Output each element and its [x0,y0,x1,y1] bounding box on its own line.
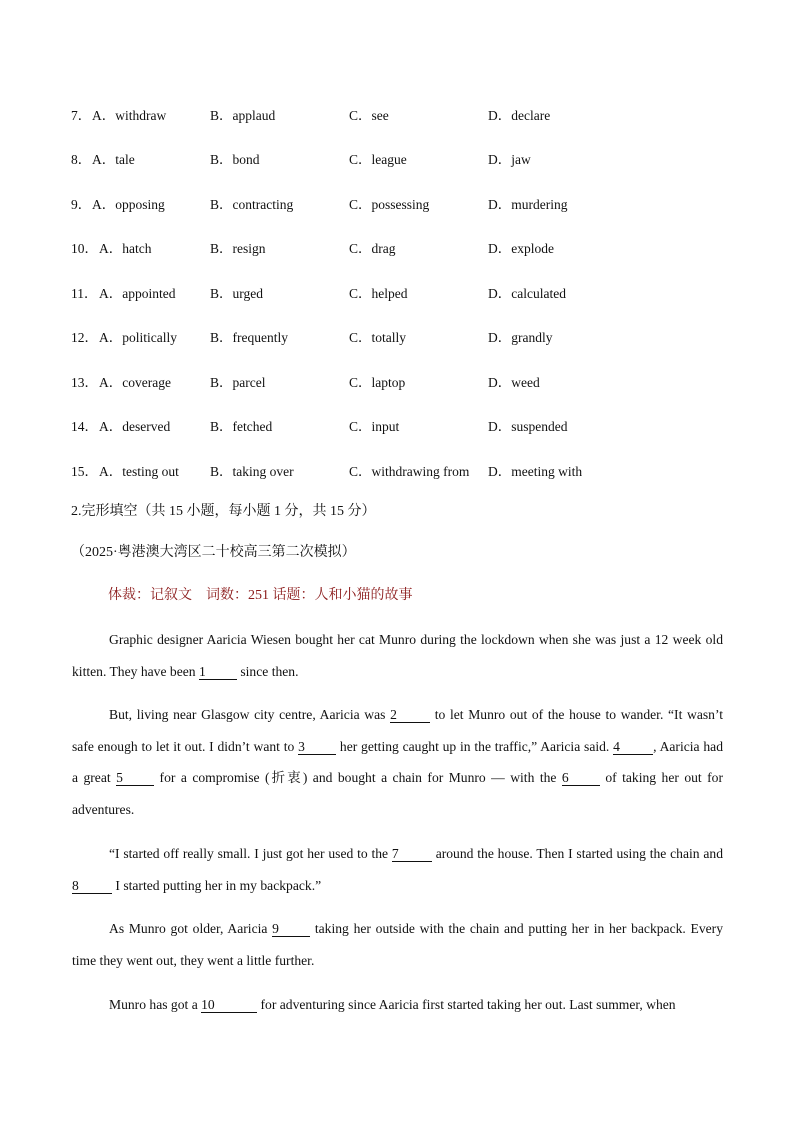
question-row [71,371,731,391]
option-d: D．meeting with [488,464,583,479]
question-row [71,415,731,435]
option-d: D．declare [488,108,551,123]
option-b: B．urged [210,286,263,301]
blank-9: 9 [272,922,310,937]
question-row [71,193,731,213]
option-b: B．taking over [210,464,294,479]
option-d: D．suspended [488,419,568,434]
blank-2: 2 [390,708,430,723]
question-row [71,282,731,302]
option-b: B．applaud [210,108,276,123]
question-row [71,326,731,346]
text: , Aaricia had a great [72,738,723,785]
text: But, living near Glasgow city centre, Aaricia was [109,707,391,722]
blank-8: 8 [72,879,112,894]
text: “I started off really small. I just got her used to the [109,846,392,861]
blank-10: 10 [201,998,257,1013]
option-a: A．hatch [99,241,152,256]
text: Munro has got a [109,997,202,1012]
text: her getting caught up in the traffic,” Aaricia said. [336,738,614,754]
option-b: B．resign [210,241,266,256]
blank-7: 7 [392,847,432,862]
text: for adventuring since Aaricia first started taking her out. Last summer, when [257,997,676,1012]
text: around the house. Then I started using the chain and [431,846,724,861]
option-c: C．possessing [349,197,430,212]
question-number: 9． [71,197,92,212]
exam-source: （2025·粤港澳大湾区二十校高三第二次模拟） [71,545,356,560]
question-row [71,104,731,124]
option-d: D．weed [488,375,540,390]
option-a: A．opposing [92,197,165,212]
question-number: 13． [71,375,98,390]
option-c: C．drag [349,241,396,256]
question-row [71,460,731,480]
option-a: A．deserved [99,419,171,434]
blank-6: 6 [562,771,600,786]
text: taking her outside with the chain and putting her in her backpack. Every time they went out, they went a little further. [72,921,723,968]
option-a: A．coverage [99,375,171,390]
option-d: D．murdering [488,197,568,212]
option-a: A．tale [92,152,135,167]
option-b: B．bond [210,152,260,167]
option-c: C．totally [349,330,406,345]
option-b: B．contracting [210,197,294,212]
text: I started putting her in my backpack.” [112,877,322,893]
question-number: 12． [71,330,98,345]
passage-paragraph-2 [72,699,723,825]
question-row [71,148,731,168]
option-d: D．jaw [488,152,531,167]
passage-paragraph-5 [72,989,723,1021]
text: to let Munro out of the house to wander. “It wasn’t safe enough to let it out. I didn’t want to [72,707,723,754]
option-a: A．withdraw [92,108,167,123]
option-c: C．league [349,152,407,167]
text: Graphic designer Aaricia Wiesen bought her cat Munro during the lockdown when she was just a 12 week old kitten. They have been [72,632,723,679]
option-c: C．input [349,419,400,434]
question-number: 8． [71,152,92,167]
question-number: 15． [71,464,98,479]
question-number: 14． [71,419,98,434]
option-c: C．withdrawing from [349,464,470,479]
text: As Munro got older, Aaricia [109,921,273,936]
text: of taking her out for adventures. [72,770,723,817]
option-b: B．fetched [210,419,273,434]
question-number: 10． [71,241,98,256]
text: since then. [236,663,299,679]
passage-paragraph-3 [72,838,723,901]
option-d: D．explode [488,241,554,256]
question-row [71,237,731,257]
option-a: A．testing out [99,464,179,479]
option-a: A．politically [99,330,177,345]
text: for a compromise (折衷) and bought a chain for Munro — with the [154,770,562,785]
blank-3: 3 [298,740,336,755]
question-number: 11． [71,286,98,301]
option-b: B．frequently [210,330,288,345]
section-title: 2.完形填空（共 15 小题，每小题 1 分，共 15 分） [71,504,376,519]
blank-1: 1 [199,665,237,680]
blank-5: 5 [116,771,154,786]
option-c: C．helped [349,286,408,301]
option-c: C．see [349,108,389,123]
question-number: 7． [71,108,92,123]
option-a: A．appointed [99,286,176,301]
option-c: C．laptop [349,375,406,390]
passage-paragraph-1 [72,624,723,687]
option-d: D．calculated [488,286,566,301]
passage-paragraph-4 [72,913,723,976]
passage-info: 体裁：记叙文 词数：251 话题：人和小猫的故事 [108,588,413,603]
blank-4: 4 [613,740,653,755]
option-d: D．grandly [488,330,553,345]
option-b: B．parcel [210,375,266,390]
